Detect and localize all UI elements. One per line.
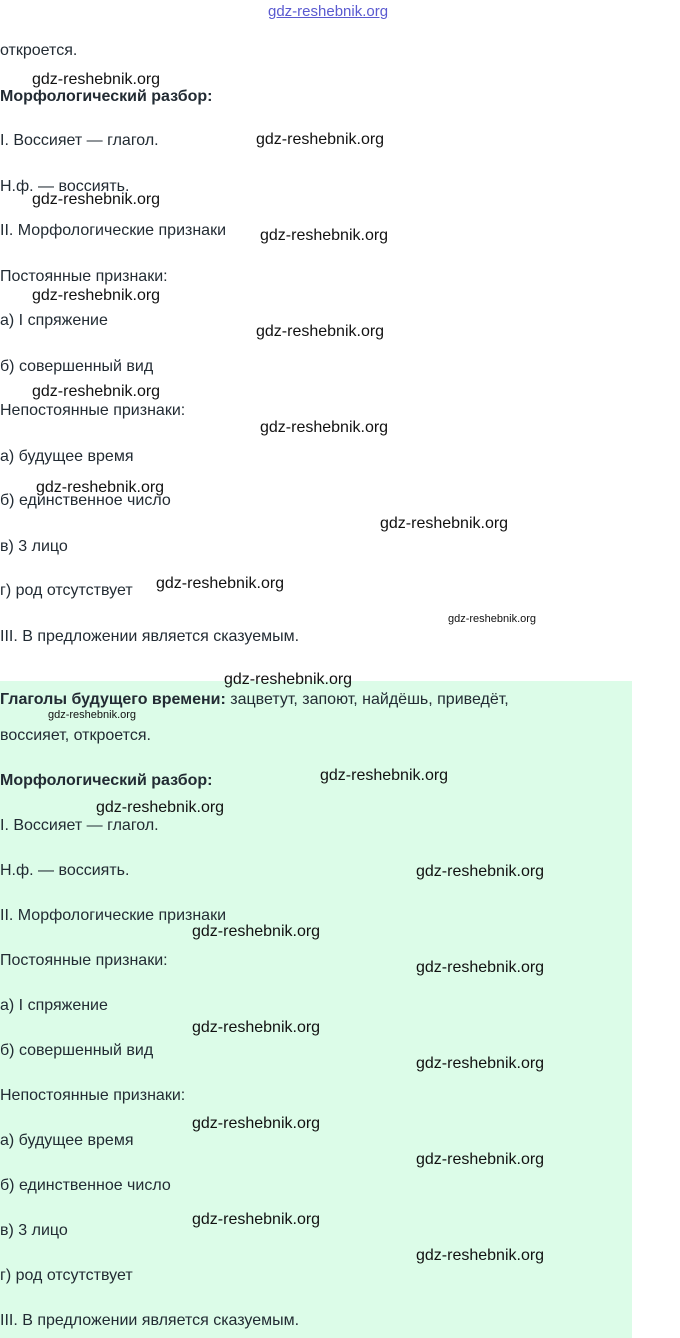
watermark: gdz-reshebnik.org <box>36 479 165 496</box>
answer-heading-words: зацветут, запоют, найдёшь, приведёт, <box>225 691 509 708</box>
text-line: воссияет, откроется. <box>0 727 151 744</box>
site-watermark-header: gdz-reshebnik.org <box>268 3 389 20</box>
text-line: II. Морфологические признаки <box>0 907 227 924</box>
watermark: gdz-reshebnik.org <box>32 383 161 400</box>
answer-heading-label: Глаголы будущего времени: <box>0 691 226 708</box>
watermark: gdz-reshebnik.org <box>416 1151 545 1168</box>
watermark: gdz-reshebnik.org <box>224 671 353 688</box>
watermark: gdz-reshebnik.org <box>32 287 161 304</box>
text-line: г) род отсутствует <box>0 582 133 599</box>
watermark: gdz-reshebnik.org <box>192 923 321 940</box>
text-line: III. В предложении является сказуемым. <box>0 1312 300 1329</box>
text-line: Н.ф. — воссиять. <box>0 178 130 195</box>
text-line: I. Воссияет — глагол. <box>0 817 159 834</box>
watermark: gdz-reshebnik.org <box>32 71 161 88</box>
watermark: gdz-reshebnik.org <box>380 515 509 532</box>
watermark: gdz-reshebnik.org <box>416 1055 545 1072</box>
watermark: gdz-reshebnik.org <box>192 1211 321 1228</box>
text-line: Н.ф. — воссиять. <box>0 862 130 879</box>
watermark: gdz-reshebnik.org <box>192 1115 321 1132</box>
text-line: II. Морфологические признаки <box>0 222 227 239</box>
watermark: gdz-reshebnik.org <box>192 1019 321 1036</box>
text-line: Постоянные признаки: <box>0 268 168 285</box>
text-line: III. В предложении является сказуемым. <box>0 628 300 645</box>
text-line: в) 3 лицо <box>0 1222 68 1239</box>
watermark: gdz-reshebnik.org <box>32 191 161 208</box>
watermark: gdz-reshebnik.org <box>48 709 137 721</box>
watermark: gdz-reshebnik.org <box>256 323 385 340</box>
text-line: б) единственное число <box>0 1177 171 1194</box>
text-line: Постоянные признаки: <box>0 952 168 969</box>
text-line: Непостоянные признаки: <box>0 402 186 419</box>
watermark: gdz-reshebnik.org <box>416 1247 545 1264</box>
watermark: gdz-reshebnik.org <box>96 799 225 816</box>
text-line: I. Воссияет — глагол. <box>0 132 159 149</box>
watermark: gdz-reshebnik.org <box>320 767 449 784</box>
text-line: Непостоянные признаки: <box>0 1087 186 1104</box>
text-line: в) 3 лицо <box>0 538 68 555</box>
text-line: а) I спряжение <box>0 997 108 1014</box>
watermark: gdz-reshebnik.org <box>260 419 389 436</box>
text-line: г) род отсутствует <box>0 1267 133 1284</box>
text-line: б) совершенный вид <box>0 1042 154 1059</box>
text-line: откроется. <box>0 42 78 59</box>
text-line: б) совершенный вид <box>0 358 154 375</box>
watermark: gdz-reshebnik.org <box>448 613 537 625</box>
text-line: а) будущее время <box>0 448 134 465</box>
watermark: gdz-reshebnik.org <box>256 131 385 148</box>
watermark: gdz-reshebnik.org <box>156 575 285 592</box>
section-title: Морфологический разбор: <box>0 772 213 789</box>
watermark: gdz-reshebnik.org <box>416 863 545 880</box>
section-title: Морфологический разбор: <box>0 88 213 105</box>
watermark: gdz-reshebnik.org <box>416 959 545 976</box>
text-line: б) единственное число <box>0 492 171 509</box>
text-line: а) I спряжение <box>0 312 108 329</box>
text-line: а) будущее время <box>0 1132 134 1149</box>
watermark: gdz-reshebnik.org <box>260 227 389 244</box>
